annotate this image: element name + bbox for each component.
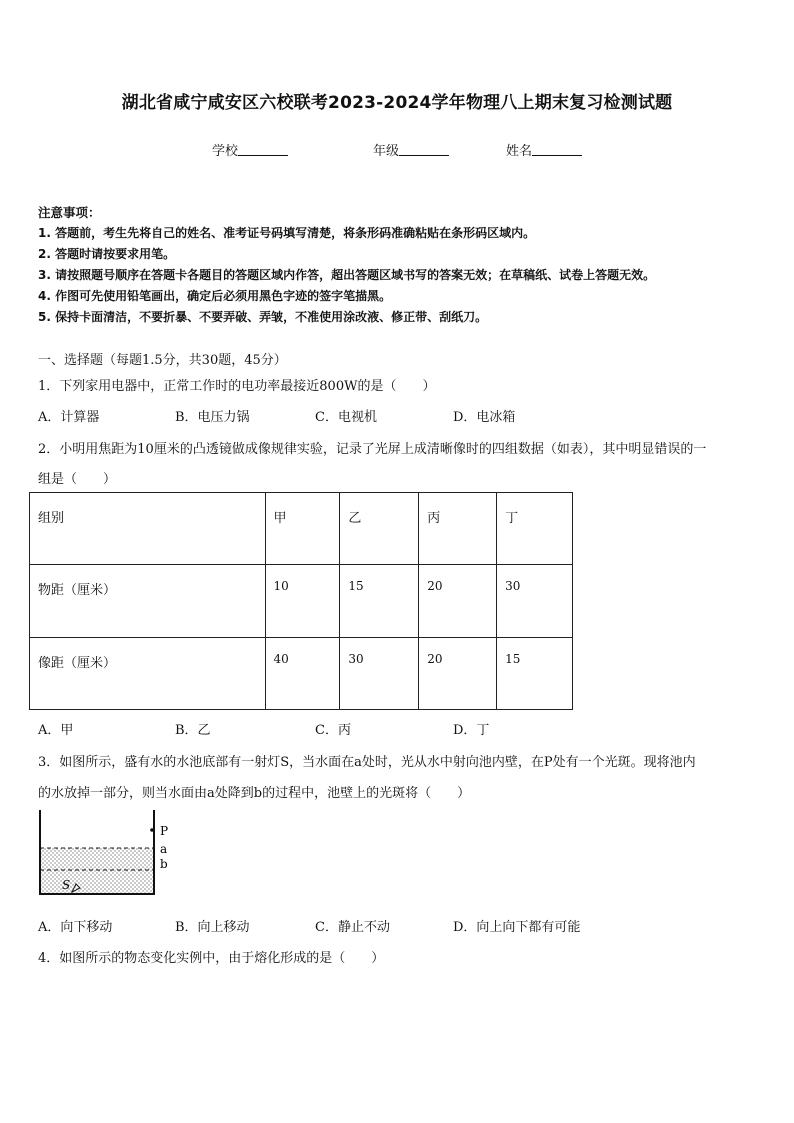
table-row bbox=[30, 637, 573, 709]
grade-field[interactable] bbox=[373, 140, 449, 159]
q3-option-c[interactable]: C．静止不动 bbox=[315, 920, 390, 935]
label-s: S bbox=[62, 878, 71, 892]
notice-item: 2. 答题时请按要求用笔。 bbox=[38, 247, 176, 261]
q3-option-d[interactable]: D．向上向下都有可能 bbox=[453, 920, 581, 935]
table-cell: 组别 bbox=[30, 493, 266, 565]
q1-option-a[interactable]: A．计算器 bbox=[38, 410, 100, 425]
data-table bbox=[29, 492, 573, 710]
table-cell: 20 bbox=[419, 637, 497, 709]
notice-heading: 注意事项： bbox=[38, 205, 101, 220]
name-field[interactable] bbox=[506, 140, 582, 159]
q3-option-b[interactable]: B．向上移动 bbox=[175, 920, 250, 935]
question-1-stem: 1．下列家用电器中，正常工作时的电功率最接近800W的是（ ） bbox=[38, 379, 436, 394]
table-cell: 乙 bbox=[340, 493, 419, 565]
q2-option-d[interactable]: D．丁 bbox=[453, 723, 490, 738]
table-cell: 15 bbox=[497, 637, 573, 709]
pool-diagram bbox=[36, 808, 176, 900]
table-cell: 丁 bbox=[497, 493, 573, 565]
grade-label: 年级 bbox=[373, 144, 400, 159]
table-cell: 丙 bbox=[419, 493, 497, 565]
table-cell: 甲 bbox=[265, 493, 340, 565]
notice-item: 3. 请按照题号顺序在答题卡各题目的答题区域内作答，超出答题区域书写的答案无效；在草稿纸、试卷上答题无效。 bbox=[38, 268, 656, 282]
table-cell: 15 bbox=[340, 565, 419, 637]
light-spot-p bbox=[150, 828, 154, 832]
table-header-row bbox=[30, 493, 573, 565]
q2-option-b[interactable]: B．乙 bbox=[175, 723, 211, 738]
school-label: 学校 bbox=[212, 144, 239, 159]
label-b: b bbox=[160, 857, 168, 871]
q2-option-c[interactable]: C．丙 bbox=[315, 723, 351, 738]
label-p: P bbox=[160, 824, 169, 838]
question-3-stem: 3．如图所示，盛有水的水池底部有一射灯S，当水面在a处时，光从水中射向池内壁，在P处有一个光斑。现将池内 bbox=[38, 755, 696, 770]
notice-item: 5. 保持卡面清洁，不要折暴、不要弄破、弄皱，不准使用涂改液、修正带、刮纸刀。 bbox=[38, 310, 488, 324]
label-a: a bbox=[160, 842, 168, 856]
q1-option-d[interactable]: D．电冰箱 bbox=[453, 410, 516, 425]
question-3-stem-cont: 的水放掉一部分，则当水面由a处降到b的过程中，池壁上的光斑将（ ） bbox=[38, 786, 471, 801]
exam-title: 湖北省咸宁咸安区六校联考2023-2024学年物理八上期末复习检测试题 bbox=[121, 93, 673, 113]
table-cell: 物距（厘米） bbox=[30, 565, 266, 637]
table-cell: 40 bbox=[265, 637, 340, 709]
question-2-stem-cont: 组是（ ） bbox=[38, 472, 117, 487]
name-label: 姓名 bbox=[506, 144, 533, 159]
notice-item: 1. 答题前，考生先将自己的姓名、准考证号码填写清楚，将条形码准确粘贴在条形码区域内。 bbox=[38, 226, 536, 240]
table-cell: 10 bbox=[265, 565, 340, 637]
school-blank[interactable] bbox=[238, 144, 288, 156]
school-field[interactable] bbox=[212, 140, 288, 159]
section-heading: 一、选择题（每题1.5分，共30题，45分） bbox=[38, 353, 287, 368]
table-cell: 30 bbox=[340, 637, 419, 709]
table-cell: 20 bbox=[419, 565, 497, 637]
water-fill bbox=[40, 848, 154, 894]
q1-option-c[interactable]: C．电视机 bbox=[315, 410, 377, 425]
table-row bbox=[30, 565, 573, 637]
question-4-stem: 4．如图所示的物态变化实例中，由于熔化形成的是（ ） bbox=[38, 951, 385, 966]
table-cell: 30 bbox=[497, 565, 573, 637]
q2-option-a[interactable]: A．甲 bbox=[38, 723, 74, 738]
question-2-stem: 2．小明用焦距为10厘米的凸透镜做成像规律实验，记录了光屏上成清晰像时的四组数据（如表），其中明显错误的一 bbox=[38, 442, 707, 457]
q1-option-b[interactable]: B．电压力锅 bbox=[175, 410, 250, 425]
name-blank[interactable] bbox=[532, 144, 582, 156]
notice-item: 4. 作图可先使用铅笔画出，确定后必须用黑色字迹的签字笔描黑。 bbox=[38, 289, 392, 303]
grade-blank[interactable] bbox=[399, 144, 449, 156]
table-cell: 像距（厘米） bbox=[30, 637, 266, 709]
q3-option-a[interactable]: A．向下移动 bbox=[38, 920, 113, 935]
